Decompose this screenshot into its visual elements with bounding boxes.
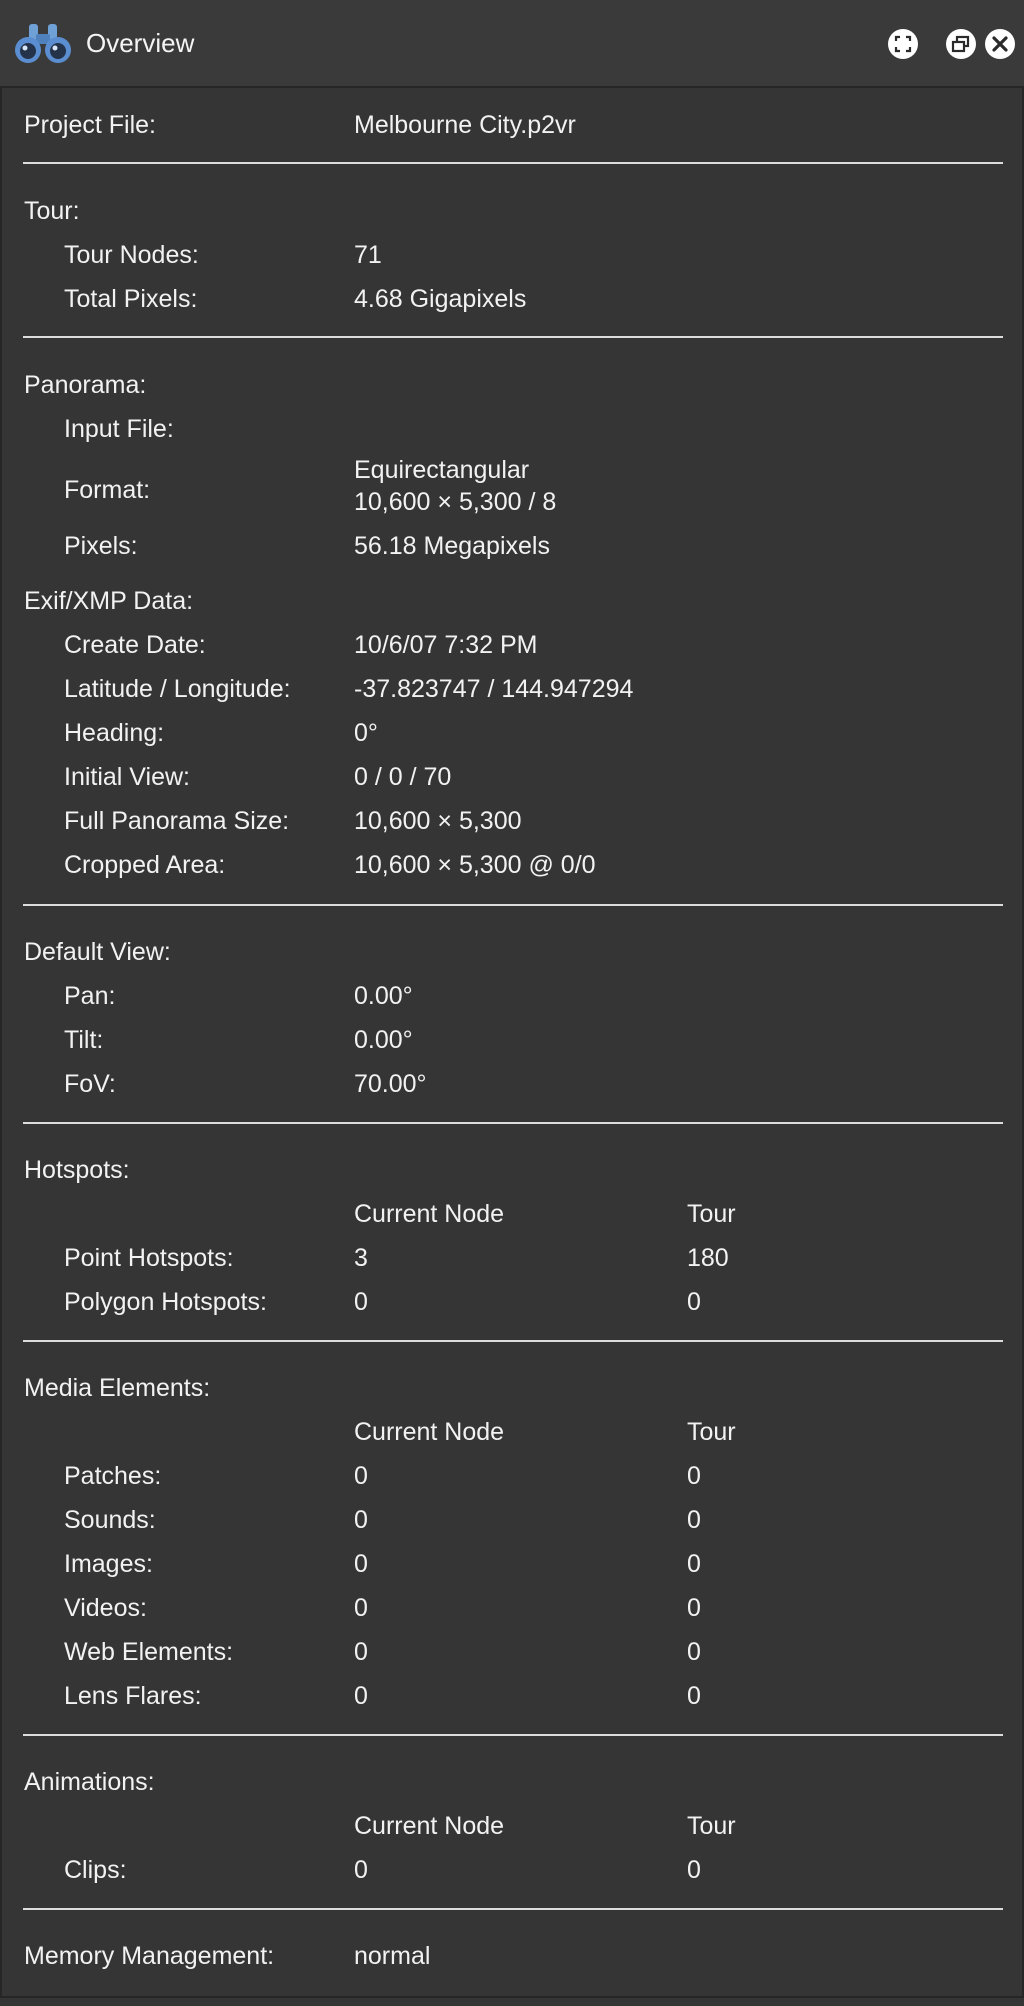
tilt-label: Tilt:: [64, 1026, 104, 1054]
polygon-hotspots-label: Polygon Hotspots:: [64, 1288, 267, 1316]
initial-view-value: 0 / 0 / 70: [354, 763, 452, 791]
web-elements-label: Web Elements:: [64, 1638, 234, 1666]
format-size-value: 10,600 × 5,300 / 8: [354, 488, 557, 516]
lens-flares-tour: 0: [687, 1682, 701, 1710]
divider: [23, 1340, 1003, 1342]
initial-view-label: Initial View:: [64, 763, 190, 791]
create-date-label: Create Date:: [64, 631, 206, 659]
memory-management-label: Memory Management:: [24, 1942, 275, 1970]
title-bar[interactable]: [0, 0, 1024, 88]
fov-label: FoV:: [64, 1070, 116, 1098]
tilt-value: 0.00°: [354, 1026, 413, 1054]
total-pixels-value: 4.68 Gigapixels: [354, 285, 527, 313]
fullscreen-icon: [888, 29, 918, 59]
sounds-current: 0: [354, 1506, 368, 1534]
hotspots-heading: Hotspots:: [24, 1156, 130, 1184]
memory-management-value: normal: [354, 1942, 431, 1970]
pan-value: 0.00°: [354, 982, 413, 1010]
default-view-heading: Default View:: [24, 938, 171, 966]
images-label: Images:: [64, 1550, 153, 1578]
media-current-node-header: Current Node: [354, 1418, 505, 1446]
clips-current: 0: [354, 1856, 368, 1884]
create-date-value: 10/6/07 7:32 PM: [354, 631, 538, 659]
total-pixels-label: Total Pixels:: [64, 285, 198, 313]
format-label: Format:: [64, 476, 151, 504]
divider: [23, 904, 1003, 906]
polygon-hotspots-tour: 0: [687, 1288, 701, 1316]
input-file-label: Input File:: [64, 415, 174, 443]
tour-nodes-label: Tour Nodes:: [64, 241, 199, 269]
lat-lon-value: -37.823747 / 144.947294: [354, 675, 634, 703]
window-title: Overview: [86, 28, 195, 58]
overview-content: [0, 88, 1024, 1998]
divider: [23, 1122, 1003, 1124]
pixels-value: 56.18 Megapixels: [354, 532, 550, 560]
videos-label: Videos:: [64, 1594, 147, 1622]
pixels-label: Pixels:: [64, 532, 138, 560]
panorama-heading: Panorama:: [24, 371, 147, 399]
clips-label: Clips:: [64, 1856, 127, 1884]
patches-tour: 0: [687, 1462, 701, 1490]
divider: [23, 336, 1003, 338]
format-type-value: Equirectangular: [354, 456, 530, 484]
project-file-value: Melbourne City.p2vr: [354, 111, 576, 139]
restore-window-button[interactable]: [946, 29, 976, 59]
fullscreen-button[interactable]: [888, 29, 918, 59]
images-current: 0: [354, 1550, 368, 1578]
media-tour-header: Tour: [687, 1418, 736, 1446]
patches-current: 0: [354, 1462, 368, 1490]
full-panorama-size-value: 10,600 × 5,300: [354, 807, 522, 835]
fov-value: 70.00°: [354, 1070, 427, 1098]
tour-heading: Tour:: [24, 197, 80, 225]
patches-label: Patches:: [64, 1462, 162, 1490]
cropped-area-value: 10,600 × 5,300 @ 0/0: [354, 851, 596, 879]
divider: [23, 1908, 1003, 1910]
videos-tour: 0: [687, 1594, 701, 1622]
hotspots-tour-header: Tour: [687, 1200, 736, 1228]
cropped-area-label: Cropped Area:: [64, 851, 226, 879]
pan-label: Pan:: [64, 982, 116, 1010]
divider: [23, 162, 1003, 164]
close-icon: [985, 29, 1015, 59]
hotspots-current-node-header: Current Node: [354, 1200, 505, 1228]
tour-nodes-value: 71: [354, 241, 382, 269]
close-button[interactable]: [985, 29, 1015, 59]
divider: [23, 1734, 1003, 1736]
animations-tour-header: Tour: [687, 1812, 736, 1840]
lens-flares-label: Lens Flares:: [64, 1682, 202, 1710]
heading-label: Heading:: [64, 719, 165, 747]
web-elements-tour: 0: [687, 1638, 701, 1666]
sounds-tour: 0: [687, 1506, 701, 1534]
heading-value: 0°: [354, 719, 378, 747]
animations-current-node-header: Current Node: [354, 1812, 505, 1840]
media-elements-heading: Media Elements:: [24, 1374, 211, 1402]
lat-lon-label: Latitude / Longitude:: [64, 675, 291, 703]
point-hotspots-current: 3: [354, 1244, 368, 1272]
lens-flares-current: 0: [354, 1682, 368, 1710]
point-hotspots-tour: 180: [687, 1244, 729, 1272]
animations-heading: Animations:: [24, 1768, 155, 1796]
restore-window-icon: [946, 29, 976, 59]
sounds-label: Sounds:: [64, 1506, 156, 1534]
polygon-hotspots-current: 0: [354, 1288, 368, 1316]
videos-current: 0: [354, 1594, 368, 1622]
project-file-label: Project File:: [24, 111, 156, 139]
point-hotspots-label: Point Hotspots:: [64, 1244, 234, 1272]
exif-heading: Exif/XMP Data:: [24, 587, 194, 615]
images-tour: 0: [687, 1550, 701, 1578]
web-elements-current: 0: [354, 1638, 368, 1666]
clips-tour: 0: [687, 1856, 701, 1884]
binoculars-icon: [14, 22, 72, 66]
full-panorama-size-label: Full Panorama Size:: [64, 807, 290, 835]
